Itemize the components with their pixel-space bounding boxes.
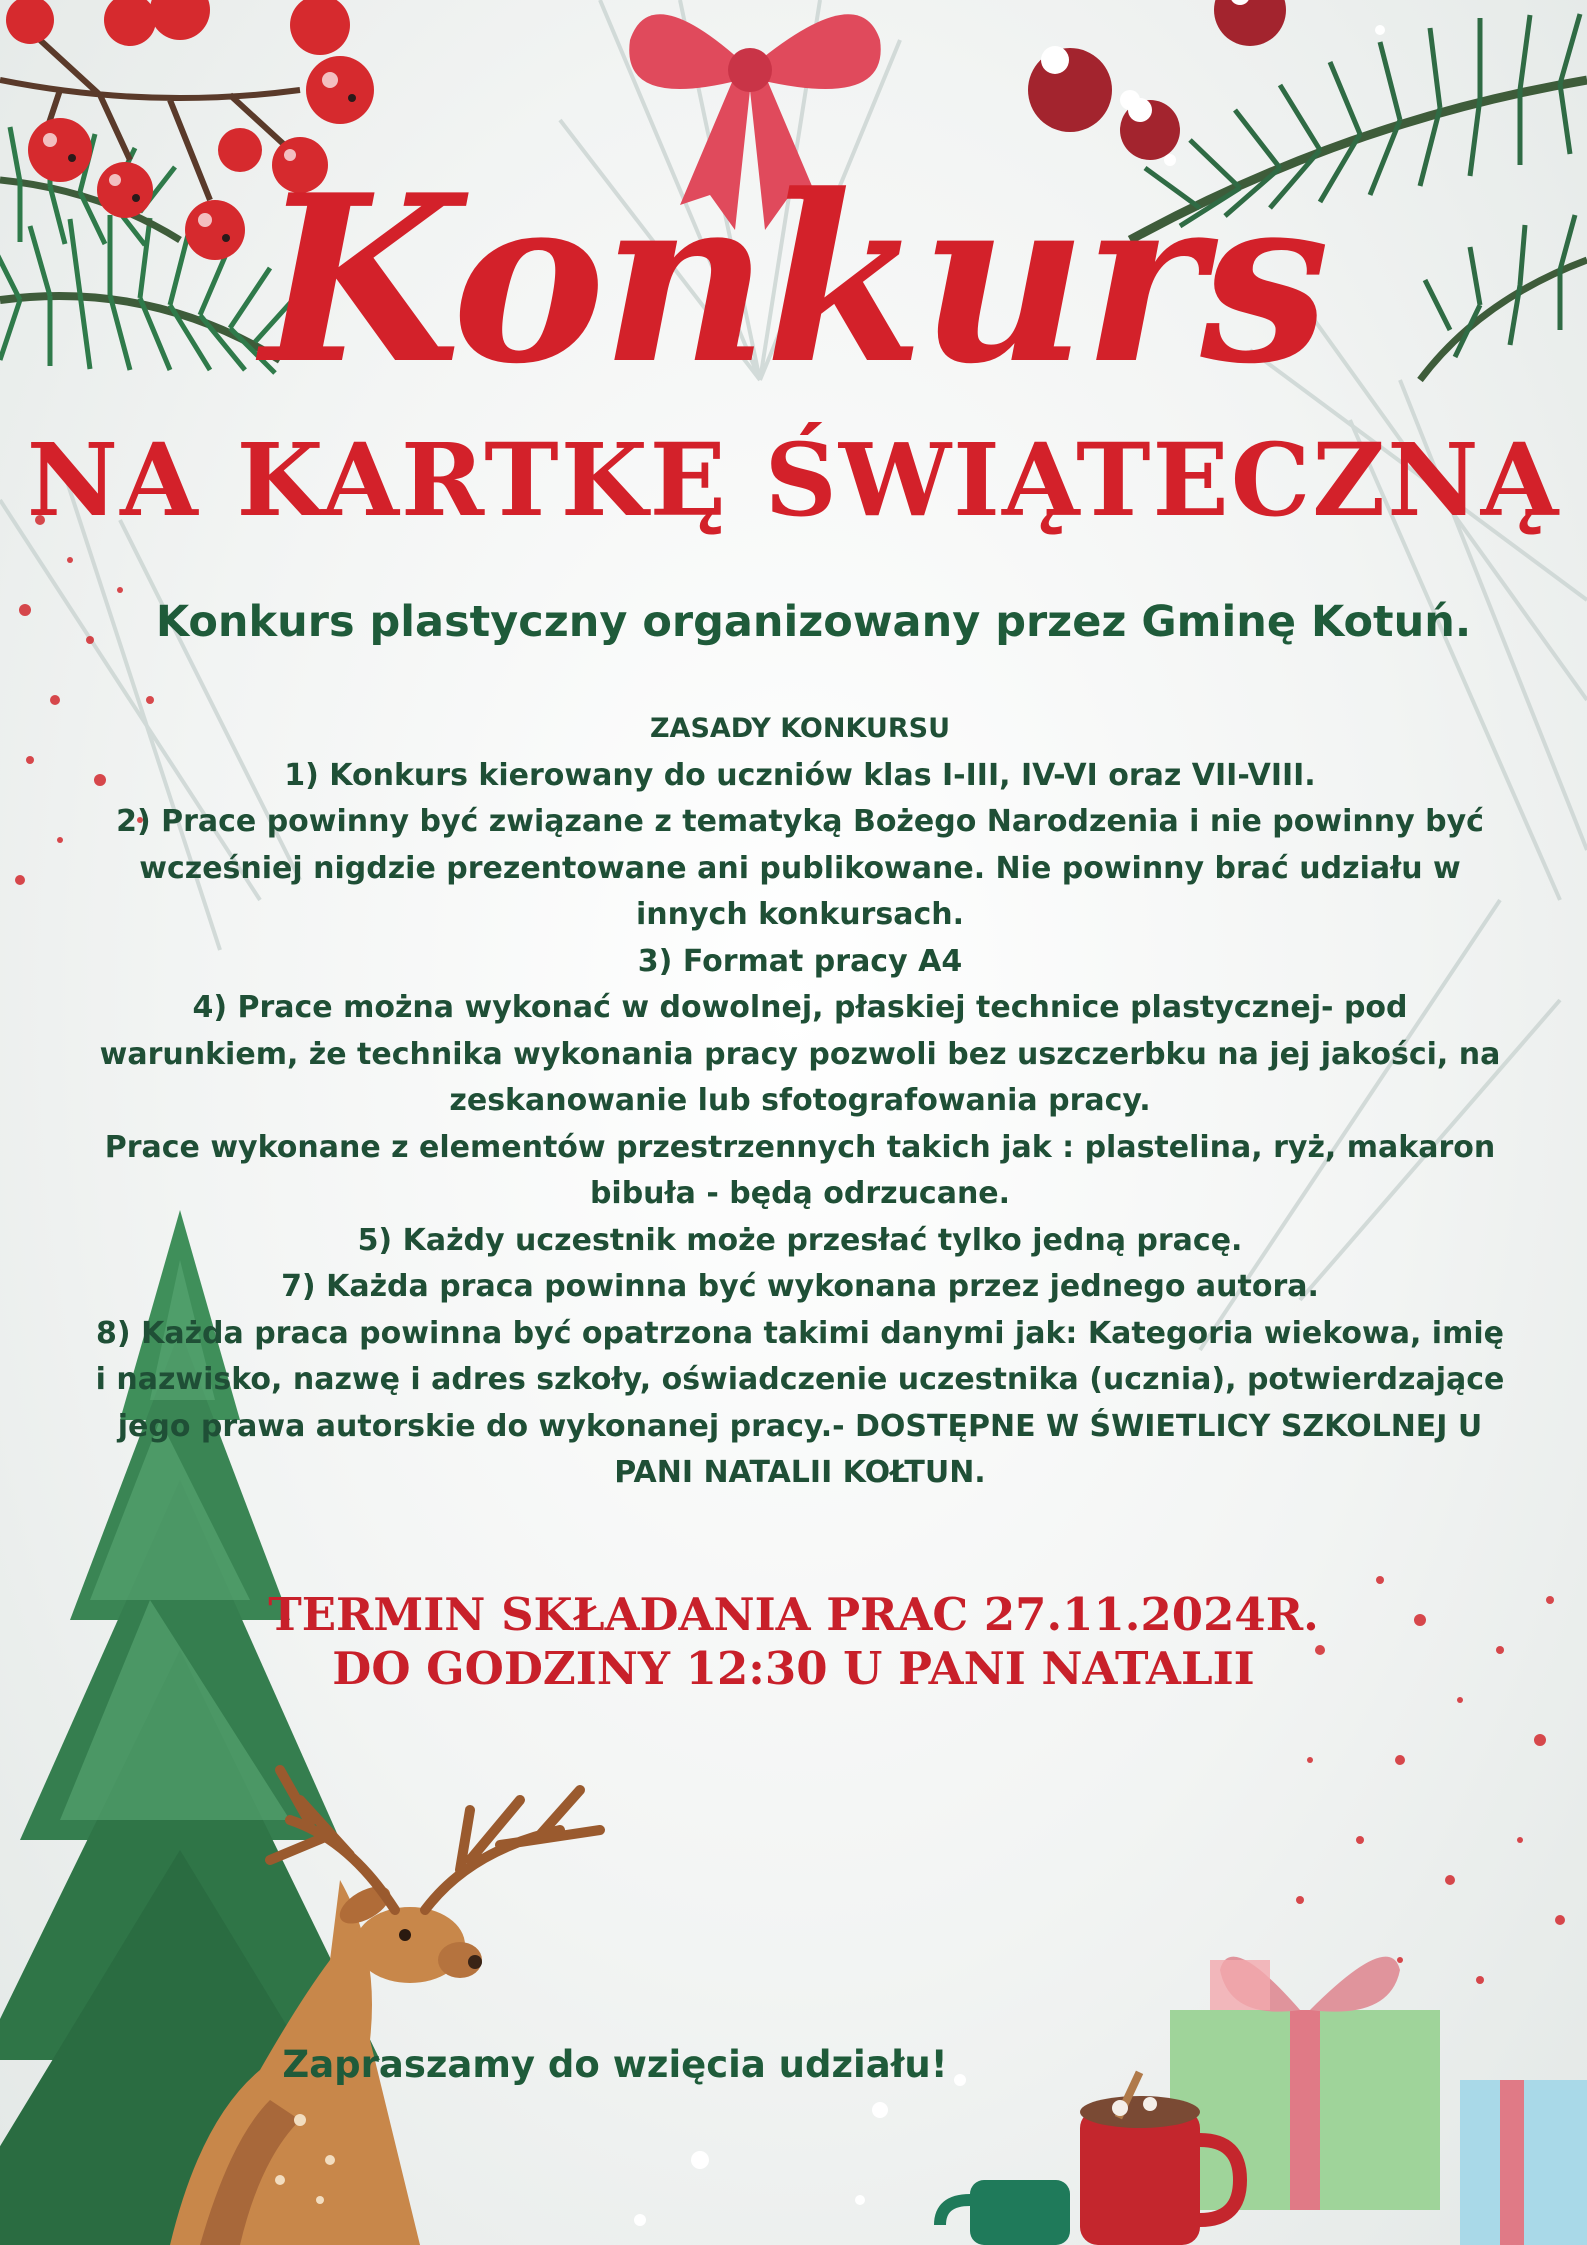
organizer-line: Konkurs plastyczny organizowany przez Gminę Kotuń. [155, 597, 1472, 647]
rule-item: 2) Prace powinny być związane z tematyką Bożego Narodzenia i nie powinny być wcześniej nigdzie prezentowane ani publikowane. Nie powinny brać udziału w innych konkursach. [116, 804, 1484, 932]
deadline-line-2: DO GODZINY 12:30 U PANI NATALII [332, 1642, 1255, 1695]
title-script: Konkurs [261, 145, 1326, 415]
deadline-line-1: TERMIN SKŁADANIA PRAC 27.11.2024R. [268, 1588, 1319, 1641]
rule-item: 7) Każda praca powinna być wykonana przez jednego autora. [281, 1269, 1319, 1304]
title-subtitle: NA KARTKĘ ŚWIĄTECZNĄ [26, 421, 1561, 539]
rule-item: Prace wykonane z elementów przestrzennych takich jak : plastelina, ryż, makaron bibuła - będą odrzucane. [104, 1129, 1496, 1211]
deadline-block [0, 1588, 1587, 1696]
invitation-text: Zapraszamy do wzięcia udziału! [282, 2043, 948, 2086]
rules-heading: ZASADY KONKURSU [649, 713, 950, 744]
rule-item: 5) Każdy uczestnik może przesłać tylko jedną pracę. [357, 1222, 1243, 1258]
rule-item: 4) Prace można wykonać w dowolnej, płaskiej technice plastycznej- pod warunkiem, że technika wykonania pracy pozwoli bez uszczerbku na jej jakości, na zeskanowanie lub sfotografowania pracy. [99, 990, 1501, 1118]
rules-section [90, 706, 1510, 1497]
rule-item: 3) Format pracy A4 [637, 943, 963, 979]
rule-item: 1) Konkurs kierowany do uczniów klas I-III, IV-VI oraz VII-VIII. [284, 757, 1316, 793]
rule-item: 8) Każda praca powinna być opatrzona takimi danymi jak: Kategoria wiekowa, imię i nazwisko, nazwę i adres szkoły, oświadczenie uczestnika (ucznia), potwierdzające jego prawa autorskie do wykonanej pracy.- DOSTĘPNE W ŚWIETLICY SZKOLNEJ U PANI NATALII KOŁTUN. [95, 1315, 1505, 1490]
